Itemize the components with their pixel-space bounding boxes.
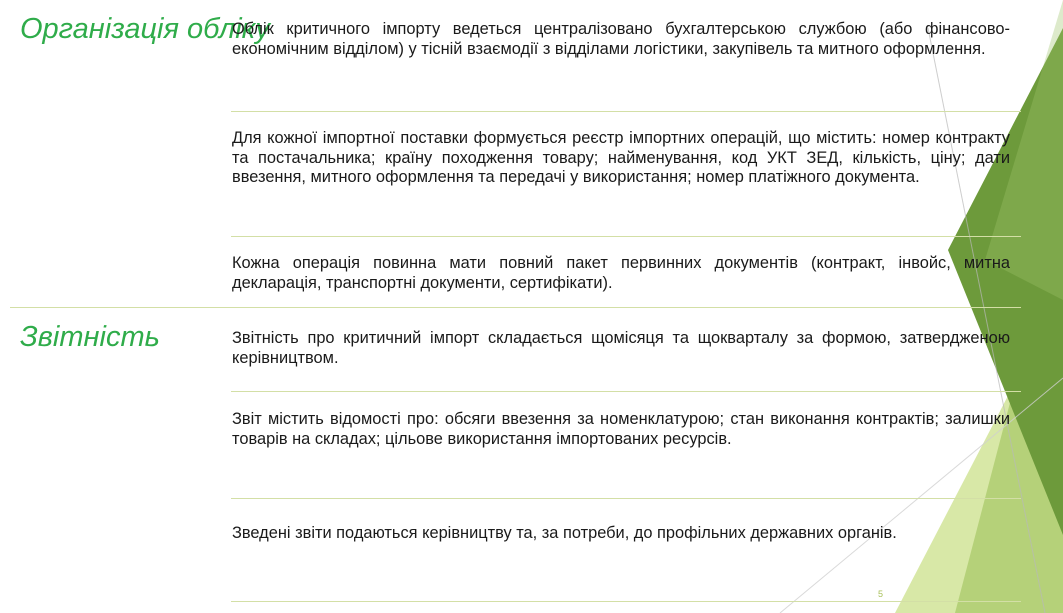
separator-line	[231, 236, 1021, 237]
page-number: 5	[878, 589, 884, 599]
paragraph-organization-3: Кожна операція повинна мати повний пакет первинних документів (контракт, інвойс, митна декларація, транспортні документи, сертифікати).	[232, 254, 1010, 292]
section-title-organization: Організація обліку	[20, 13, 270, 45]
paragraph-reporting-1: Звітність про критичний імпорт складається щомісяця та щокварталу за формою, затвердженою керівництвом.	[232, 329, 1010, 367]
paragraph-reporting-3: Зведені звіти подаються керівництву та, за потреби, до профільних державних органів.	[232, 524, 897, 542]
separator-line	[231, 391, 1021, 392]
separator-line	[231, 111, 1021, 112]
paragraph-organization-2: Для кожної імпортної поставки формується реєстр імпортних операцій, що містить: номер контракту та постачальника; країну походження товару; найменування, код УКТ ЗЕД, кількість, ціну; дати ввезення, митного оформлення та передачі у використання; номер платіжного документа.	[232, 129, 1010, 186]
section-separator-line	[10, 307, 1021, 308]
paragraph-organization-1: Облік критичного імпорту ведеться централізовано бухгалтерською службою (або фінансово-економічним відділом) у тісній взаємодії з відділами логістики, закупівель та митного оформлення.	[232, 20, 1010, 58]
section-title-reporting: Звітність	[20, 321, 160, 353]
paragraph-reporting-2: Звіт містить відомості про: обсяги ввезення за номенклатурою; стан виконання контрактів; залишки товарів на складах; цільове використання імпортованих ресурсів.	[232, 410, 1010, 448]
separator-line	[231, 601, 1021, 602]
separator-line	[231, 498, 1021, 499]
